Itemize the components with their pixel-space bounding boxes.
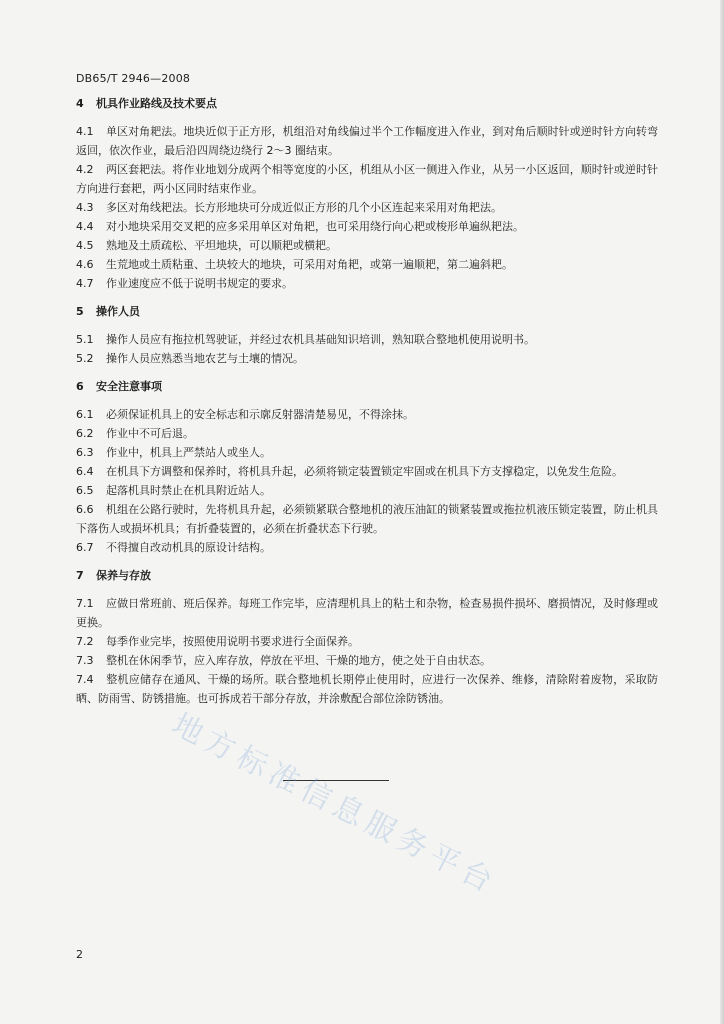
end-of-document-rule	[283, 780, 389, 781]
clause	[76, 651, 658, 670]
section-5	[76, 302, 658, 368]
clause-text: 作业中不可后退。	[106, 427, 194, 440]
section-heading	[76, 566, 658, 585]
section-title: 安全注意事项	[96, 380, 162, 393]
section-6	[76, 377, 658, 557]
section-number: 6	[76, 380, 84, 393]
clause	[76, 236, 658, 255]
section-number: 4	[76, 97, 84, 110]
clause	[76, 349, 658, 368]
clause-number: 6.5	[76, 484, 94, 497]
clause-number: 4.5	[76, 239, 94, 252]
clause-number: 7.2	[76, 635, 94, 648]
page-edge-shadow	[720, 0, 724, 1024]
page-number: 2	[76, 948, 83, 961]
clause-number: 4.1	[76, 125, 94, 138]
clause-number: 4.6	[76, 258, 94, 271]
clause	[76, 594, 658, 632]
clause-text: 多区对角线耙法。长方形地块可分成近似正方形的几个小区连起来采用对角耙法。	[106, 201, 502, 214]
clause	[76, 500, 658, 538]
standard-code-header: DB65/T 2946—2008	[76, 72, 191, 85]
section-heading	[76, 302, 658, 321]
clause-number: 4.3	[76, 201, 94, 214]
clause	[76, 217, 658, 236]
clause	[76, 443, 658, 462]
section-4	[76, 94, 658, 293]
section-heading	[76, 377, 658, 396]
clause-text: 操作人员应有拖拉机驾驶证，并经过农机具基础知识培训，熟知联合整地机使用说明书。	[106, 333, 535, 346]
clause-number: 5.2	[76, 352, 94, 365]
section-number: 5	[76, 305, 84, 318]
clause	[76, 160, 658, 198]
clause-text: 整机在休闲季节，应入库存放，停放在平坦、干燥的地方，使之处于自由状态。	[106, 654, 491, 667]
document-body	[76, 94, 658, 717]
clause-text: 每季作业完毕，按照使用说明书要求进行全面保养。	[106, 635, 359, 648]
clause	[76, 274, 658, 293]
clause-text: 必须保证机具上的安全标志和示廓反射器清楚易见，不得涂抹。	[106, 408, 414, 421]
clause-text: 单区对角耙法。地块近似于正方形，机组沿对角线偏过半个工作幅度进入作业，到对角后顺时针或逆时针方向转弯返回，依次作业，最后沿四周绕边绕行 2～3 圈结束。	[76, 125, 658, 157]
clause	[76, 481, 658, 500]
clause-number: 6.7	[76, 541, 94, 554]
section-title: 机具作业路线及技术要点	[96, 97, 217, 110]
clause-number: 6.2	[76, 427, 94, 440]
clause	[76, 670, 658, 708]
clause-text: 整机应储存在通风、干燥的场所。联合整地机长期停止使用时，应进行一次保养、维修，清除附着废物，采取防晒、防雨雪、防锈措施。也可拆成若干部分存放，并涂敷配合部位涂防锈油。	[76, 673, 658, 705]
clause-text: 生荒地或土质粘重、土块较大的地块，可采用对角耙，或第一遍顺耙，第二遍斜耙。	[106, 258, 513, 271]
section-heading	[76, 94, 658, 113]
clause-text: 起落机具时禁止在机具附近站人。	[106, 484, 271, 497]
clause	[76, 462, 658, 481]
clause	[76, 405, 658, 424]
clause-number: 4.2	[76, 163, 94, 176]
section-title: 操作人员	[96, 305, 140, 318]
clause-text: 作业速度应不低于说明书规定的要求。	[106, 277, 293, 290]
clause-number: 6.3	[76, 446, 94, 459]
clause-text: 不得擅自改动机具的原设计结构。	[106, 541, 271, 554]
clause	[76, 424, 658, 443]
watermark-text: 地方标准信息服务平台	[166, 707, 504, 902]
clause-number: 7.4	[76, 673, 94, 686]
clause-number: 6.6	[76, 503, 94, 516]
clause-number: 7.1	[76, 597, 94, 610]
clause-number: 6.4	[76, 465, 94, 478]
clause-text: 操作人员应熟悉当地农艺与土壤的情况。	[106, 352, 304, 365]
section-number: 7	[76, 569, 84, 582]
clause-text: 两区套耙法。将作业地划分成两个相等宽度的小区，机组从小区一侧进入作业，从另一小区返回，顺时针或逆时针方向进行套耙，两小区同时结束作业。	[76, 163, 658, 195]
clause-number: 7.3	[76, 654, 94, 667]
clause-number: 4.7	[76, 277, 94, 290]
clause	[76, 255, 658, 274]
clause	[76, 632, 658, 651]
clause-number: 4.4	[76, 220, 94, 233]
clause	[76, 330, 658, 349]
clause-text: 机组在公路行驶时，先将机具升起，必须锁紧联合整地机的液压油缸的锁紧装置或拖拉机液压锁定装置，防止机具下落伤人或损坏机具；有折叠装置的，必须在折叠状态下行驶。	[76, 503, 658, 535]
clause	[76, 198, 658, 217]
clause	[76, 538, 658, 557]
clause-text: 作业中，机具上严禁站人或坐人。	[106, 446, 271, 459]
clause-number: 6.1	[76, 408, 94, 421]
section-7	[76, 566, 658, 708]
clause-text: 熟地及土质疏松、平坦地块，可以顺耙或横耙。	[106, 239, 337, 252]
clause-number: 5.1	[76, 333, 94, 346]
clause-text: 应做日常班前、班后保养。每班工作完毕，应清理机具上的粘土和杂物，检查易损件损坏、磨损情况，及时修理或更换。	[76, 597, 658, 629]
clause	[76, 122, 658, 160]
section-title: 保养与存放	[96, 569, 151, 582]
clause-text: 对小地块采用交叉耙的应多采用单区对角耙，也可采用绕行向心耙或梭形单遍纵耙法。	[106, 220, 524, 233]
clause-text: 在机具下方调整和保养时，将机具升起，必须将锁定装置锁定牢固或在机具下方支撑稳定，以免发生危险。	[106, 465, 623, 478]
